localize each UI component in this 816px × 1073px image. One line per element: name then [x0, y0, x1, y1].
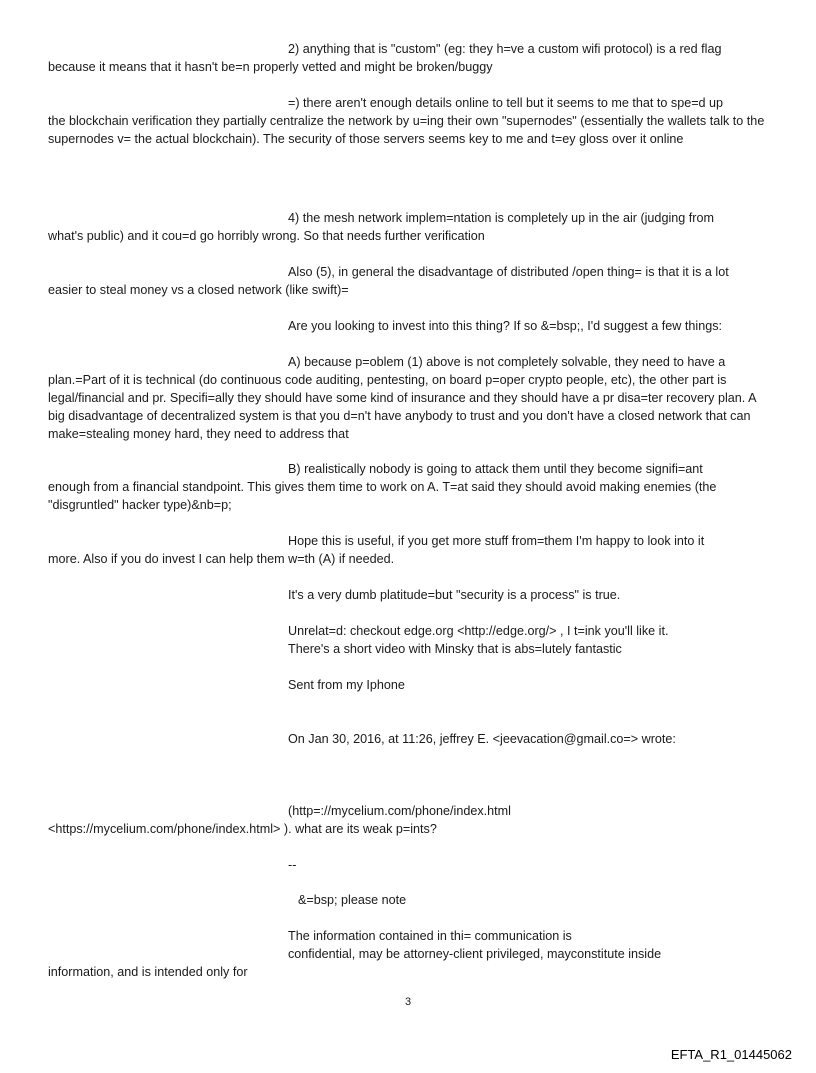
paragraph-hope-useful: [48, 532, 770, 568]
paragraph-line: =) there aren't enough details online to tell but it seems to me that to spe=d up: [288, 96, 724, 110]
paragraph-text: easier to steal money vs a closed network (like swift)=: [48, 283, 349, 297]
paragraph-text: because it means that it hasn't be=n properly vetted and might be broken/buggy: [48, 60, 493, 74]
paragraph-invest-question: [48, 317, 770, 335]
paragraph-text: what's public) and it cou=d go horribly wrong. So that needs further verification: [48, 229, 485, 243]
platitude-line: It's a very dumb platitude=but "security is a process" is true.: [288, 588, 621, 602]
paragraph-line: B) realistically nobody is going to attack them until they become signifi=ant: [288, 462, 703, 476]
please-note-line: &=bsp; please note: [298, 893, 407, 907]
disclaimer-line-2: confidential, may be attorney-client privileged, mayconstitute inside: [288, 947, 662, 961]
paragraph-line: 4) the mesh network implem=ntation is completely up in the air (judging from: [288, 211, 714, 225]
disclaimer-line-3: information, and is intended only for: [48, 965, 248, 979]
paragraph-line: Also (5), in general the disadvantage of distributed /open thing= is that it is a lot: [288, 265, 729, 279]
signature-dashes: --: [288, 858, 297, 872]
quoted-header: On Jan 30, 2016, at 11:26, jeffrey E. <jeevacation@gmail.co=> wrote:: [288, 732, 676, 746]
unrelated-line-1: Unrelat=d: checkout edge.org <http://edge.org/> , I t=ink you'll like it.: [288, 624, 669, 638]
paragraph-line: A) because p=oblem (1) above is not completely solvable, they need to have a: [288, 355, 726, 369]
paragraph-text: more. Also if you do invest I can help them w=th (A) if needed.: [48, 552, 395, 566]
paragraph-point-b: [48, 460, 770, 514]
document-id: EFTA_R1_01445062: [670, 1047, 792, 1062]
paragraph-text: enough from a financial standpoint. This gives them time to work on A. T=at said they should avoid making enemies (the "disgruntled" hacker type)&nb=p;: [48, 480, 717, 512]
paragraph-line: Hope this is useful, if you get more stuff from=them I'm happy to look into it: [288, 534, 705, 548]
paragraph-line: Are you looking to invest into this thing? If so &=bsp;, I'd suggest a few things:: [288, 319, 722, 333]
unrelated-line-2: There's a short video with Minsky that is abs=lutely fantastic: [288, 642, 622, 656]
paragraph-point-a: [48, 353, 770, 443]
paragraph-text: plan.=Part of it is technical (do continuous code auditing, pentesting, on board p=oper crypto people, etc), the other part is legal/financial and pr. Specifi=ally they should have some kind of insurance and they should have a pr disa=ter recovery plan. A big disadvantage of decentralized system is that you d=n't have anybody to trust and you don't have a closed network that can make=stealing money hard, they need to address that: [48, 373, 756, 441]
paragraph-line: 2) anything that is "custom" (eg: they h=ve a custom wifi protocol) is a red flag: [288, 42, 722, 56]
link-line-2: <https://mycelium.com/phone/index.html> ). what are its weak p=ints?: [48, 822, 437, 836]
paragraph-mesh-network: [48, 209, 770, 245]
link-line-1: (http=://mycelium.com/phone/index.html: [288, 804, 511, 818]
page-number: 3: [404, 996, 412, 1008]
paragraph-text: the blockchain verification they partially centralize the network by u=ing their own "supernodes" (essentially the wallets talk to the supernodes v= the actual blockchain). The security of those servers seems key to me and t=ey gloss over it online: [48, 114, 765, 146]
paragraph-custom-flag: [48, 40, 770, 76]
paragraph-supernodes: [48, 94, 770, 148]
paragraph-distributed: [48, 263, 770, 299]
disclaimer-line-1: The information contained in thi= communication is: [288, 929, 572, 943]
sent-from-line: Sent from my Iphone: [288, 678, 405, 692]
